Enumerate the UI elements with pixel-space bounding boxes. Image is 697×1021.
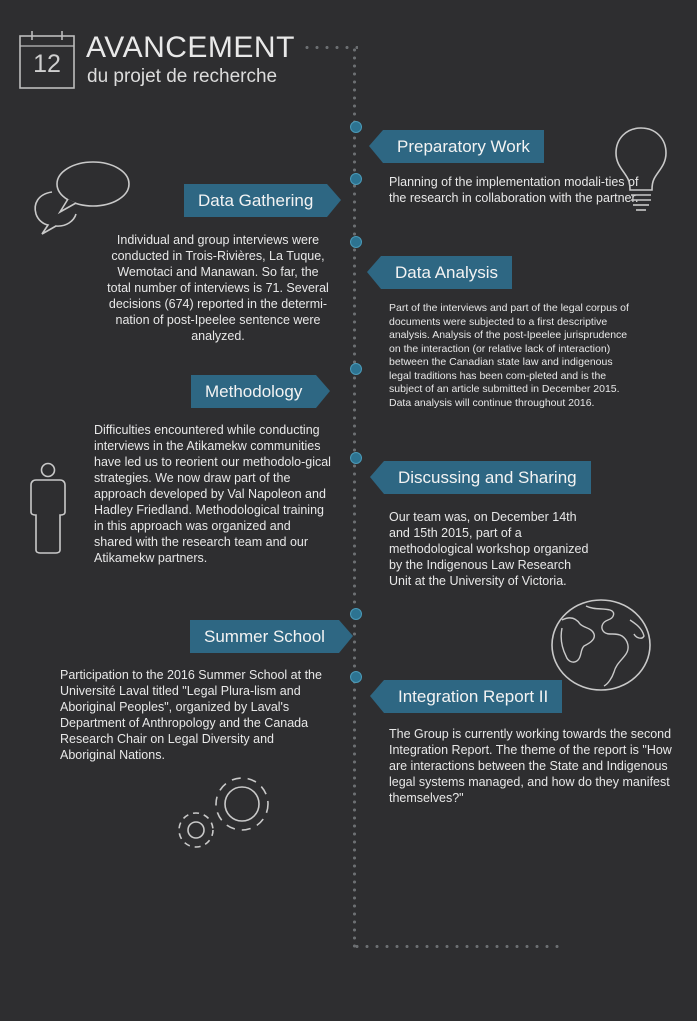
label-methodology: Methodology: [191, 375, 316, 408]
page-title: AVANCEMENT: [86, 31, 295, 64]
page-subtitle: du projet de recherche: [87, 66, 278, 87]
text-data-analysis: Part of the interviews and part of the legal corpus of documents were subjected to a first descriptive analysis. Analysis of the post-Ipeelee jurisprudence on the interaction (or relative lack of interaction) between the Canadian state law and indigenous legal traditions has been com-pleted and is the subject of an article submitted in December 2015. Data analysis will continue throughout 2016.: [389, 302, 629, 409]
timeline-node: [350, 173, 362, 185]
timeline-node: [350, 236, 362, 248]
text-integration-report: The Group is currently working towards the second Integration Report. The theme of the report is "How are interactions between the State and Indigenous legal systems managed, and how do they manifest themselves?": [389, 727, 672, 805]
calendar-number: 12: [33, 50, 61, 78]
timeline-bottom-dots: [352, 944, 564, 949]
timeline-node: [350, 608, 362, 620]
label-data-gathering: Data Gathering: [184, 184, 327, 217]
text-data-gathering: Individual and group interviews were conducted in Trois-Rivières, La Tuque, Wemotaci and Manawan. So far, the total number of interviews is 71. Several decisions (674) reported in the determi-nation of post-Ipeelee sentence were analyzed.: [107, 233, 329, 343]
gears-icon: [170, 768, 282, 854]
timeline-node: [350, 121, 362, 133]
label-integration-report: Integration Report II: [384, 680, 562, 713]
label-discussing-sharing: Discussing and Sharing: [384, 461, 591, 494]
text-discussing-sharing: Our team was, on December 14th and 15th 2015, part of a methodological workshop organized by the Indigenous Law Research Unit at the University of Victoria.: [389, 510, 589, 588]
timeline-node: [350, 363, 362, 375]
timeline-node: [350, 452, 362, 464]
globe-icon: [550, 598, 652, 692]
text-methodology: Difficulties encountered while conducting interviews in the Atikamekw communities have led us to reorient our methodolo-gical strategies. We now draw part of the approach developed by Val Napoleon and Hadley Friedland. Methodological training in this approach was organized and shared with the research team and our Atikamekw partners.: [94, 423, 331, 565]
timeline-node: [350, 671, 362, 683]
chat-bubbles-icon: [30, 158, 134, 236]
text-preparatory-work: Planning of the implementation modali-ties of the research in collaboration with the partner.: [389, 175, 639, 205]
person-icon: [28, 462, 68, 556]
lightbulb-icon: [612, 124, 670, 216]
text-summer-school: Participation to the 2016 Summer School at the Université Laval titled "Legal Plura-lism and Aboriginal Peoples", organized by Laval's Department of Anthropology and the Canada Research Chair on Legal Diversity and Aboriginal Nations.: [60, 668, 322, 762]
label-summer-school: Summer School: [190, 620, 339, 653]
label-data-analysis: Data Analysis: [381, 256, 512, 289]
label-preparatory-work: Preparatory Work: [383, 130, 544, 163]
timeline-top-dots: [302, 45, 358, 50]
